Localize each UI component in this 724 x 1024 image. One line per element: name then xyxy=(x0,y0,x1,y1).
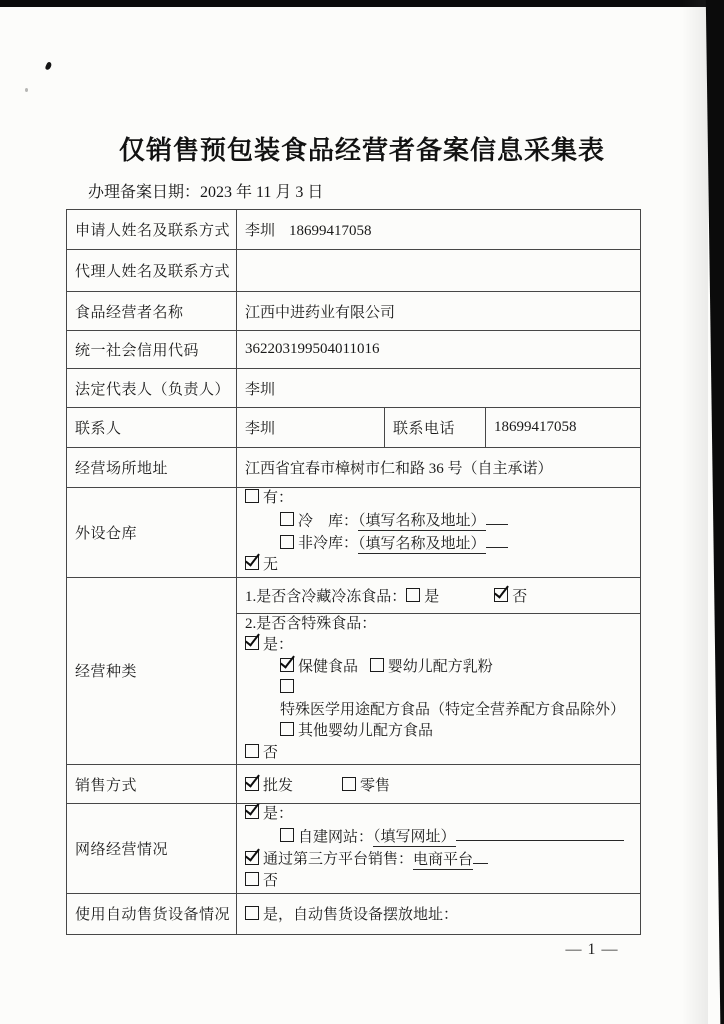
table-row-operator-name xyxy=(67,292,641,331)
address-value: 江西省宜春市樟树市仁和路 36 号（自主承诺） xyxy=(237,448,641,488)
infant-formula-milk-label: 婴幼儿配方乳粉 xyxy=(387,658,493,675)
applicant-name: 李圳 xyxy=(245,223,276,239)
ink-smudge xyxy=(25,88,28,92)
special-food-sub-options xyxy=(280,657,636,679)
warehouse-cold-option xyxy=(280,510,636,533)
checkbox-icon xyxy=(280,722,294,736)
agent-label: 代理人姓名及联系方式 xyxy=(67,250,237,292)
table-row-address xyxy=(67,448,641,488)
special-food-no-label: 否 xyxy=(263,744,279,761)
document-title: 仅销售预包装食品经营者备案信息采集表 xyxy=(118,135,605,165)
warehouse-none-label: 无 xyxy=(263,557,279,573)
applicant-label: 申请人姓名及联系方式 xyxy=(67,210,237,250)
checkbox-icon xyxy=(280,679,294,693)
credit-code-label: 统一社会信用代码 xyxy=(67,331,237,369)
checkbox-checked-icon xyxy=(245,777,259,791)
checkbox-checked-icon xyxy=(494,588,508,602)
page-number: — 1 — xyxy=(565,941,619,958)
special-food-question xyxy=(237,613,641,765)
online-business-options xyxy=(237,804,641,894)
online-no-option xyxy=(245,871,636,893)
warehouse-has-option xyxy=(245,488,636,510)
table-row-agent xyxy=(67,250,641,292)
sales-mode-options xyxy=(237,765,641,804)
retail-label: 零售 xyxy=(360,777,391,794)
scan-edge-top xyxy=(0,0,724,7)
cold-chain-question xyxy=(237,577,641,613)
warehouse-cold-fill: （填写名称及地址） xyxy=(358,512,486,529)
vending-option xyxy=(237,893,641,934)
online-yes-option xyxy=(245,804,636,826)
wholesale-label: 批发 xyxy=(263,777,294,794)
applicant-value xyxy=(237,210,641,250)
other-infant-formula-option xyxy=(280,721,636,743)
third-party-option xyxy=(245,848,636,871)
contact-name: 李圳 xyxy=(237,408,385,448)
contact-phone-value: 18699417058 xyxy=(486,408,641,448)
special-medical-label: 特殊医学用途配方食品（特定全营养配方食品除外） xyxy=(280,701,626,718)
other-infant-formula-label: 其他婴幼儿配方食品 xyxy=(298,723,434,739)
checkbox-checked-icon xyxy=(245,805,259,819)
table-row-credit-code xyxy=(67,331,641,369)
checkbox-icon xyxy=(280,828,294,842)
table-row-applicant xyxy=(67,210,641,250)
warehouse-cold-label: 冷 库： xyxy=(298,512,359,529)
contact-phone-label: 联系电话 xyxy=(385,408,486,448)
special-food-yes-label: 是： xyxy=(263,637,294,653)
checkbox-icon xyxy=(245,489,259,503)
table-row-business-types-q1 xyxy=(67,577,641,613)
agent-value xyxy=(237,250,641,292)
checkbox-checked-icon xyxy=(245,556,259,570)
table-row-sales-mode xyxy=(67,765,641,804)
operator-name-label: 食品经营者名称 xyxy=(67,292,237,331)
ink-smudge xyxy=(45,61,53,70)
checkbox-checked-icon xyxy=(280,658,294,672)
third-party-fill: 电商平台 xyxy=(413,851,474,868)
business-types-label: 经营种类 xyxy=(67,577,237,765)
applicant-phone: 18699417058 xyxy=(289,223,372,239)
vending-label: 使用自动售货设备情况 xyxy=(67,893,237,934)
online-yes-label: 是： xyxy=(263,806,294,822)
vending-yes-label: 是，自动售货设备摆放地址： xyxy=(263,907,459,923)
cold-chain-yes-label: 是 xyxy=(424,588,440,605)
filing-date-line: 办理备案日期：2023 年 11 月 3 日 xyxy=(88,184,324,201)
table-row-vending xyxy=(67,893,641,934)
own-website-fill: （填写网址） xyxy=(373,828,456,845)
blank-line xyxy=(486,532,508,547)
special-medical-option xyxy=(280,678,636,721)
address-label: 经营场所地址 xyxy=(67,448,237,488)
warehouse-none-option xyxy=(245,555,636,577)
own-website-label: 自建网站： xyxy=(298,828,374,845)
cold-chain-no-label: 否 xyxy=(512,588,528,605)
checkbox-icon xyxy=(245,872,259,886)
special-food-yes-option xyxy=(245,635,636,657)
credit-code-value: 362203199504011016 xyxy=(237,331,641,369)
table-row-legal-rep xyxy=(67,369,641,408)
special-food-no-option xyxy=(245,743,636,765)
table-row-online-business xyxy=(67,804,641,894)
checkbox-icon xyxy=(245,744,259,758)
warehouse-noncold-fill: （填写名称及地址） xyxy=(358,535,486,552)
blank-line xyxy=(486,510,508,525)
warehouse-noncold-option xyxy=(280,532,636,555)
warehouse-label: 外设仓库 xyxy=(67,488,237,578)
table-row-warehouse xyxy=(67,488,641,578)
operator-name-value: 江西中进药业有限公司 xyxy=(237,292,641,331)
third-party-label: 通过第三方平台销售： xyxy=(263,851,414,868)
blank-line xyxy=(473,848,488,863)
special-food-question-text: 2.是否含特殊食品： xyxy=(245,615,377,632)
warehouse-noncold-label: 非冷库： xyxy=(298,535,359,552)
online-business-label: 网络经营情况 xyxy=(67,804,237,894)
warehouse-options xyxy=(237,488,641,578)
legal-rep-label: 法定代表人（负责人） xyxy=(67,369,237,408)
checkbox-icon xyxy=(280,535,294,549)
checkbox-icon xyxy=(406,588,420,602)
checkbox-icon xyxy=(370,658,384,672)
health-food-label: 保健食品 xyxy=(298,658,359,675)
checkbox-checked-icon xyxy=(245,636,259,650)
blank-line xyxy=(456,826,624,841)
contact-label: 联系人 xyxy=(67,408,237,448)
own-website-option xyxy=(280,826,636,849)
online-no-label: 否 xyxy=(263,873,279,889)
sales-mode-label: 销售方式 xyxy=(67,765,237,804)
registration-form-table xyxy=(66,209,641,935)
checkbox-icon xyxy=(245,906,259,920)
table-row-contact xyxy=(67,408,641,448)
checkbox-icon xyxy=(280,512,294,526)
cold-chain-question-text: 1.是否含冷藏冷冻食品： xyxy=(245,588,407,605)
checkbox-icon xyxy=(342,777,356,791)
checkbox-checked-icon xyxy=(245,851,259,865)
legal-rep-value: 李圳 xyxy=(237,369,641,408)
warehouse-has-label: 有： xyxy=(263,490,294,506)
